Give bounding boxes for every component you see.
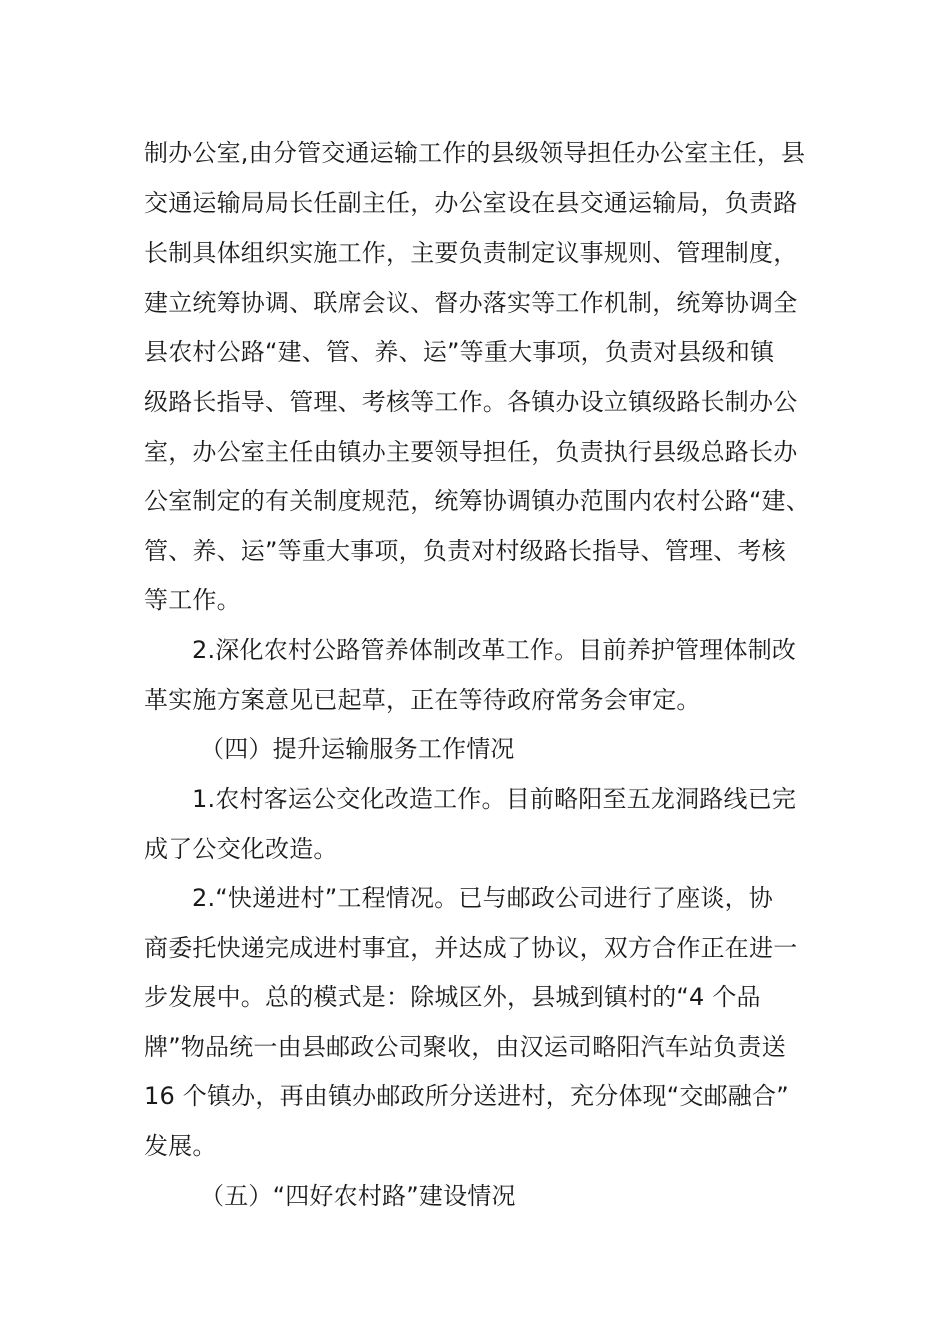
body-text-line: 步发展中。总的模式是：除城区外，县城到镇村的“4 个品 [144, 983, 761, 1011]
body-text-line: 等工作。 [144, 586, 241, 614]
paragraph-text-line: 2.“快递进村”工程情况。已与邮政公司进行了座谈，协 [192, 884, 773, 912]
body-text-line: 商委托快递完成进村事宜，并达成了协议，双方合作正在进一 [144, 934, 798, 962]
body-text-line: 牌”物品统一由县邮政公司聚收，由汉运司略阳汽车站负责送 [144, 1033, 786, 1061]
body-text-line: 级路长指导、管理、考核等工作。各镇办设立镇级路长制办公 [144, 388, 798, 416]
paragraph-text-line: 2.深化农村公路管养体制改革工作。目前养护管理体制改 [192, 636, 797, 664]
body-text-line: 管、养、运”等重大事项，负责对村级路长指导、管理、考核 [144, 537, 786, 565]
body-text-line: 公室制定的有关制度规范，统筹协调镇办范围内农村公路“建、 [144, 487, 811, 515]
paragraph-text-line: 1.农村客运公交化改造工作。目前略阳至五龙洞路线已完 [192, 785, 797, 813]
body-text-line: 16 个镇办，再由镇办邮政所分送进村，充分体现“交邮融合” [144, 1082, 789, 1110]
body-text-line: 县农村公路“建、管、养、运”等重大事项，负责对县级和镇 [144, 338, 775, 366]
body-text-line: 室，办公室主任由镇办主要领导担任，负责执行县级总路长办 [144, 438, 798, 466]
body-text-line: 发展。 [144, 1132, 217, 1160]
section-heading: （五）“四好农村路”建设情况 [200, 1182, 516, 1210]
body-text-line: 交通运输局局长任副主任，办公室设在县交通运输局，负责路 [144, 189, 798, 217]
body-text-line: 革实施方案意见已起草，正在等待政府常务会审定。 [144, 686, 701, 714]
body-text-line: 制办公室,由分管交通运输工作的县级领导担任办公室主任，县 [144, 139, 806, 167]
body-text-line: 长制具体组织实施工作，主要负责制定议事规则、管理制度， [144, 239, 798, 267]
section-heading: （四）提升运输服务工作情况 [200, 735, 515, 763]
body-text-line: 建立统筹协调、联席会议、督办落实等工作机制，统筹协调全 [144, 289, 798, 317]
body-text-line: 成了公交化改造。 [144, 835, 338, 863]
